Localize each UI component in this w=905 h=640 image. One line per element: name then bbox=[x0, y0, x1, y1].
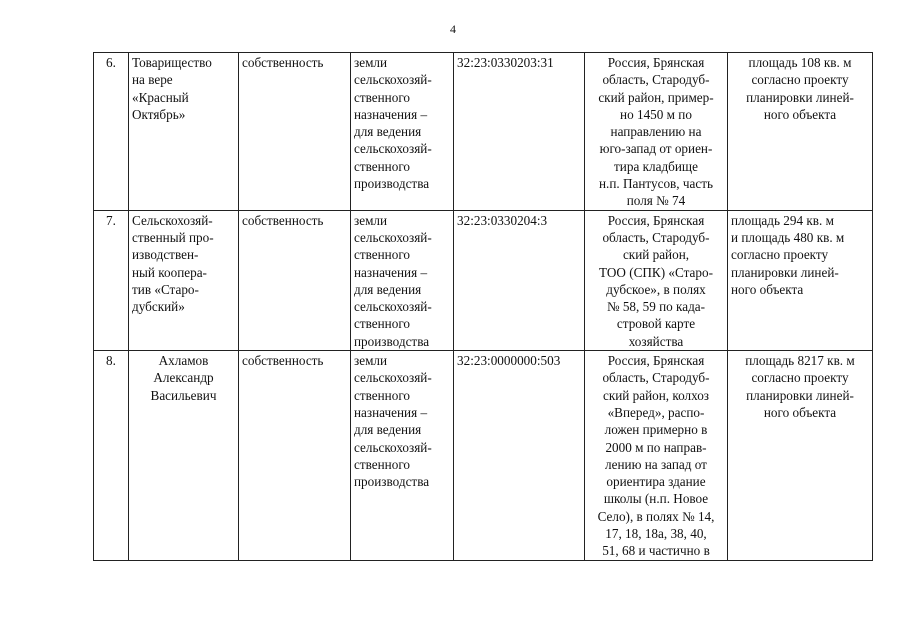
address-cell: Россия, Брянская область, Стародуб- ский район, пример- но 1450 м по направлению на юго-запад от ориен- тира кладбище н.п. Пантусов, часть поля № 74 bbox=[585, 53, 728, 211]
cadastral-number-cell: 32:23:0330204:3 bbox=[454, 210, 585, 350]
land-category-cell: земли сельскохозяй- ственного назначения – для ведения сельскохозяй- ственного производства bbox=[351, 210, 454, 350]
address-cell: Россия, Брянская область, Стародуб- ский район, ТОО (СПК) «Старо- дубское», в полях № 58, 59 по када- стровой карте хозяйства bbox=[585, 210, 728, 350]
cadastral-number-cell: 32:23:0000000:503 bbox=[454, 351, 585, 561]
right-type-cell: собственность bbox=[239, 53, 351, 211]
land-plots-table bbox=[93, 52, 873, 561]
note-cell: площадь 108 кв. м согласно проекту планировки линей- ного объекта bbox=[728, 53, 873, 211]
land-category-cell: земли сельскохозяй- ственного назначения – для ведения сельскохозяй- ственного производства bbox=[351, 351, 454, 561]
row-number: 7. bbox=[94, 210, 129, 350]
right-type-cell: собственность bbox=[239, 210, 351, 350]
cadastral-number-cell: 32:23:0330203:31 bbox=[454, 53, 585, 211]
owner-cell: Сельскохозяй- ственный про- изводствен- ный коопера- тив «Старо- дубский» bbox=[129, 210, 239, 350]
table-row bbox=[94, 210, 873, 350]
owner-cell: Товарищество на вере «Красный Октябрь» bbox=[129, 53, 239, 211]
page-number: 4 bbox=[450, 22, 456, 36]
right-type-cell: собственность bbox=[239, 351, 351, 561]
owner-cell: Ахламов Александр Васильевич bbox=[129, 351, 239, 561]
land-category-cell: земли сельскохозяй- ственного назначения – для ведения сельскохозяй- ственного производства bbox=[351, 53, 454, 211]
table-row bbox=[94, 53, 873, 211]
row-number: 6. bbox=[94, 53, 129, 211]
note-cell: площадь 8217 кв. м согласно проекту планировки линей- ного объекта bbox=[728, 351, 873, 561]
note-cell: площадь 294 кв. м и площадь 480 кв. м согласно проекту планировки линей- ного объекта bbox=[728, 210, 873, 350]
address-cell: Россия, Брянская область, Стародуб- ский район, колхоз «Вперед», распо- ложен примерно в 2000 м по направ- лению на запад от ориентира здание школы (н.п. Новое Село), в полях № 14, 17, 18, 18а, 38, 40, 51, 68 и частично в bbox=[585, 351, 728, 561]
row-number: 8. bbox=[94, 351, 129, 561]
table-row bbox=[94, 351, 873, 561]
